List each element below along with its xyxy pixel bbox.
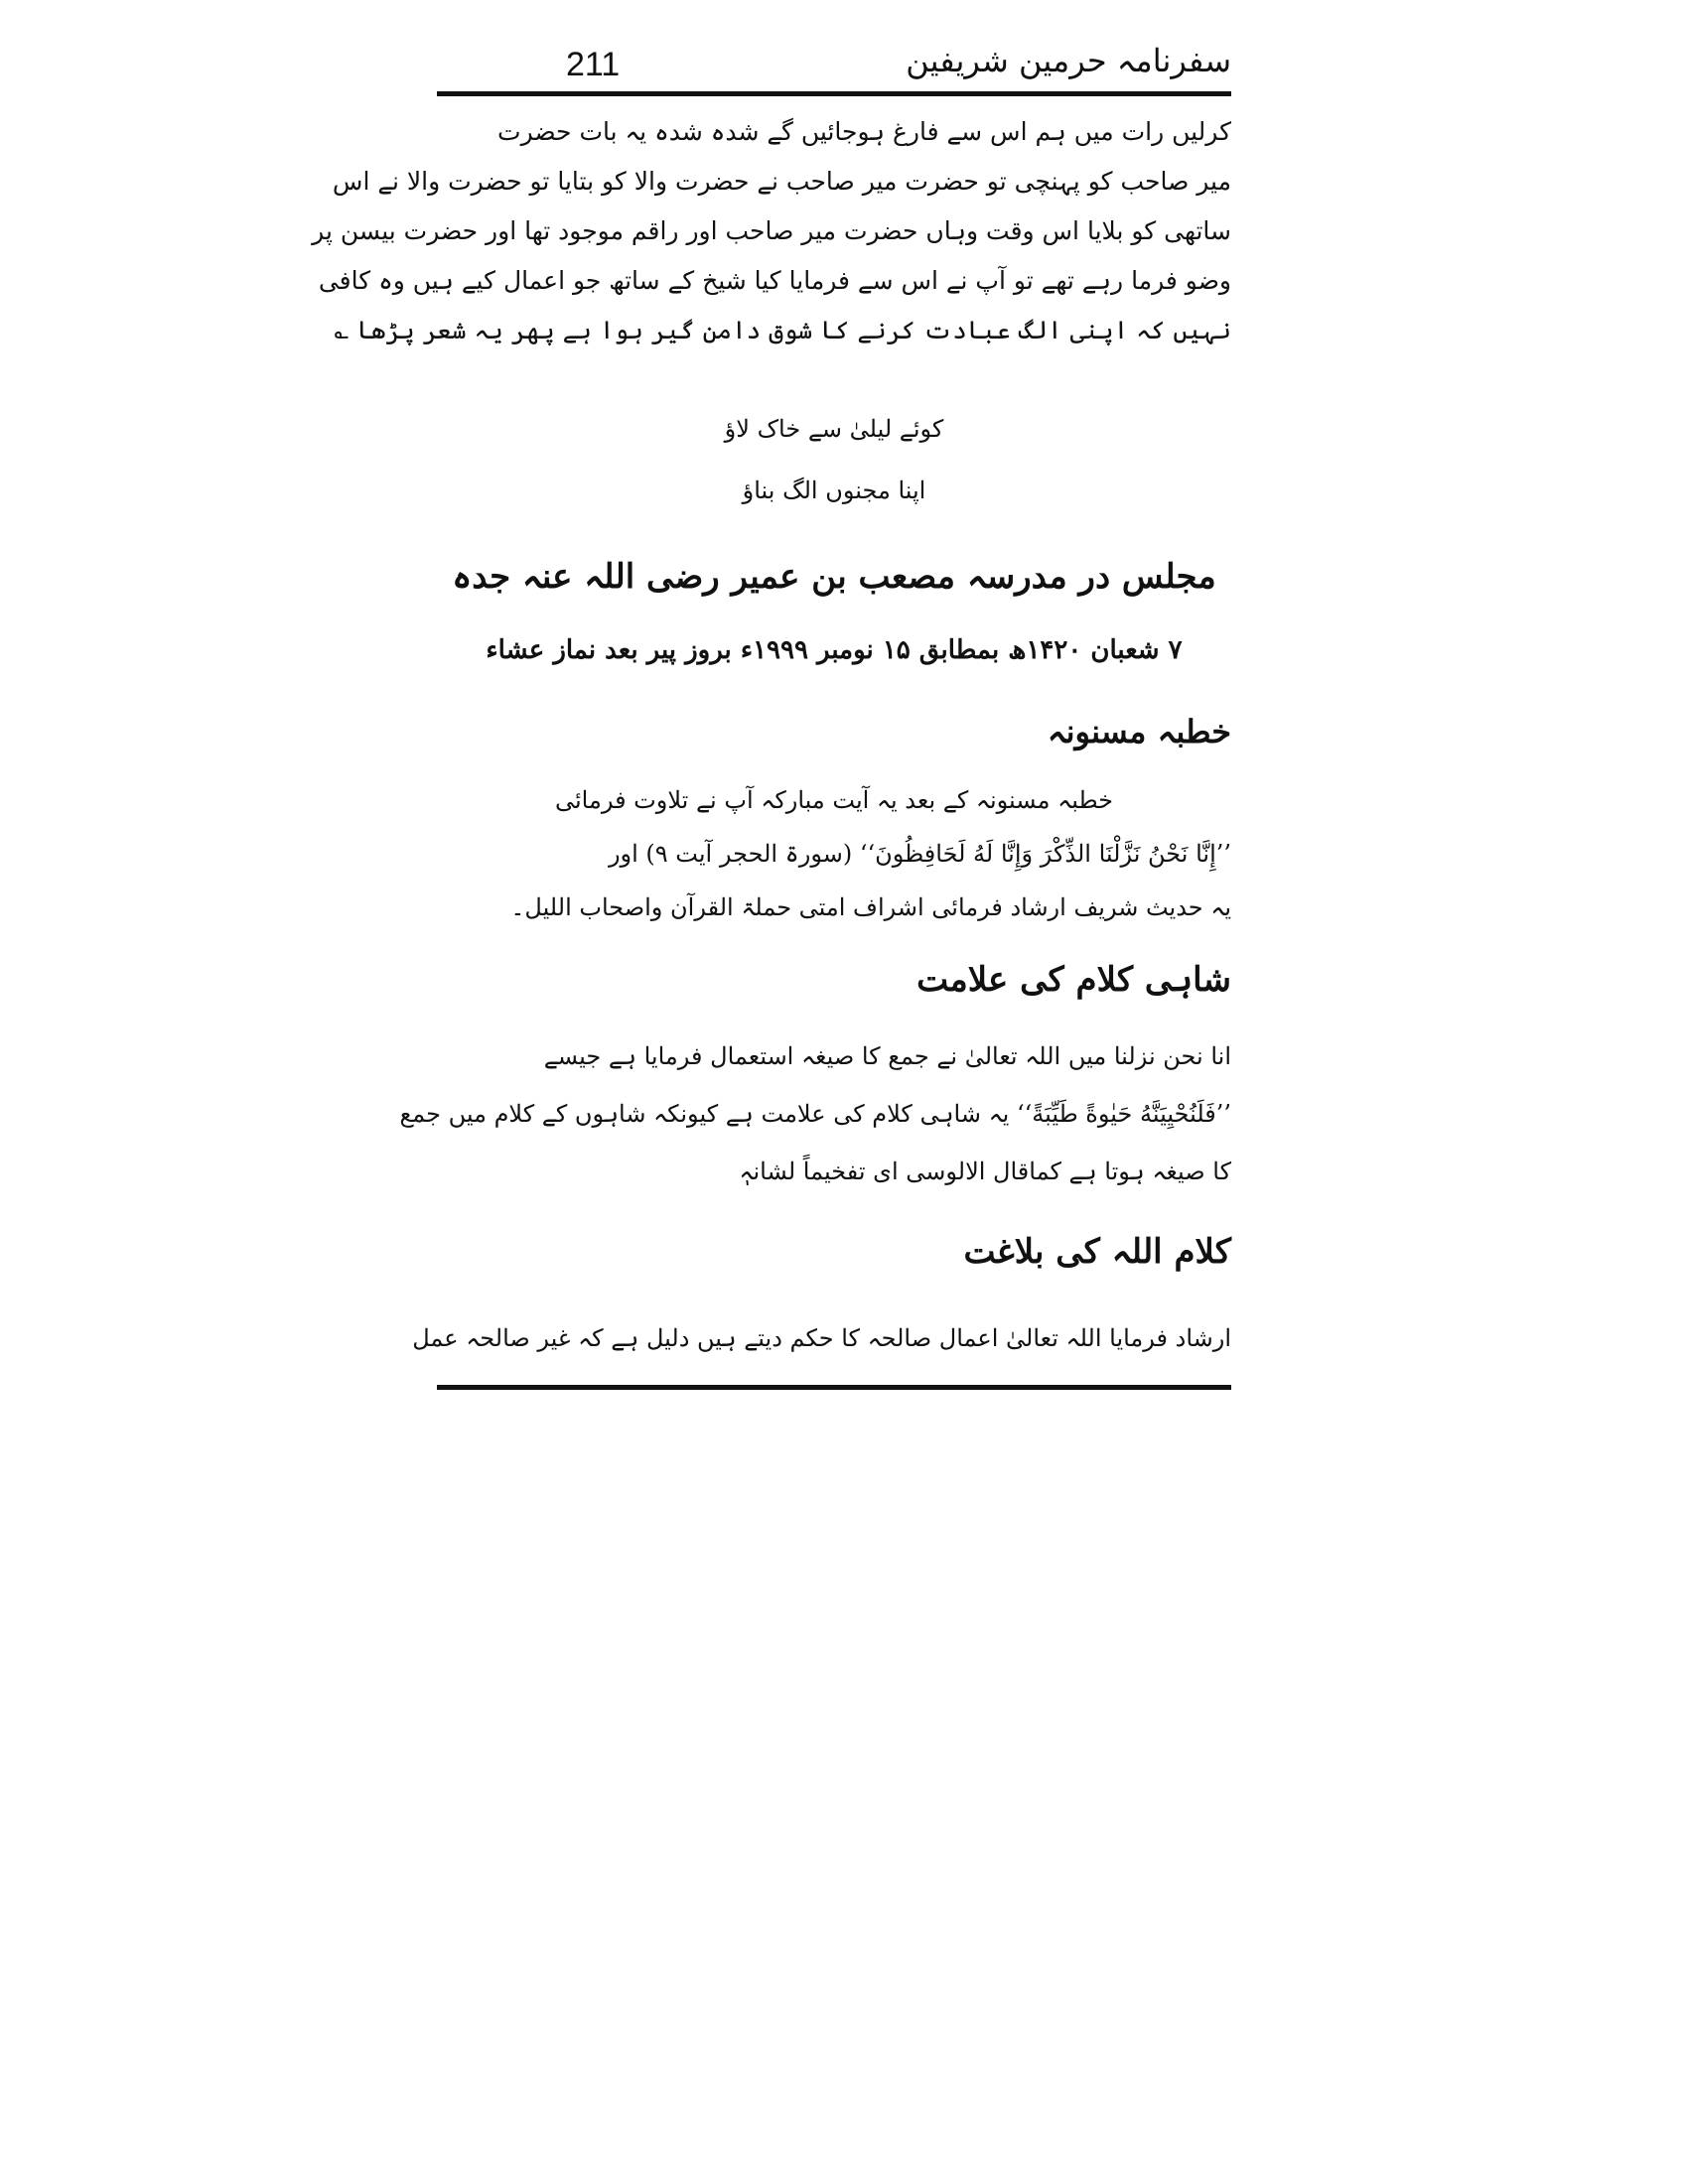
- text-line: وضو فرما رہے تھے تو آپ نے اس سے فرمایا کیا شیخ کے ساتھ جو اعمال کیے ہیں وہ کافی: [318, 266, 1231, 295]
- text-line: ارشاد فرمایا اللہ تعالیٰ اعمال صالحہ کا حکم دیتے ہیں دلیل ہے کہ غیر صالحہ عمل: [412, 1324, 1231, 1352]
- verse-line-1: کوئے لیلیٰ سے خاک لاؤ: [724, 415, 944, 443]
- balaghat-heading: کلام اللہ کی بلاغت: [963, 1232, 1231, 1272]
- text-line: ساتھی کو بلایا اس وقت وہاں حضرت میر صاحب اور راقم موجود تھا اور حضرت بیسن پر: [312, 216, 1231, 245]
- page-number: 211: [566, 46, 621, 83]
- text-line: ’’فَلَنُحْيِيَنَّهُ حَيٰوةً طَيِّبَةً‘‘ یہ شاہی کلام کی علامت ہے کیونکہ شاہوں کے کلام میں جمع: [399, 1100, 1231, 1128]
- text-line: انا نحن نزلنا میں اللہ تعالیٰ نے جمع کا صیغہ استعمال فرمایا ہے جیسے: [543, 1042, 1231, 1070]
- quran-verse-line: ’’إِنَّا نَحْنُ نَزَّلْنَا الذِّكْرَ وَإِنَّا لَهُ لَحَافِظُونَ‘‘ (سورۃ الحجر آیت ۹) اور: [608, 840, 1231, 868]
- verse-line-2: اپنا مجنوں الگ بناؤ: [742, 477, 926, 504]
- khutba-heading: خطبہ مسنونہ: [1047, 713, 1231, 751]
- footer-rule: [437, 1385, 1231, 1390]
- page-header: [437, 40, 1231, 89]
- text-line: کا صیغہ ہوتا ہے کماقال الالوسی ای تفخیماً لشانہٖ: [739, 1158, 1231, 1185]
- majlis-heading: مجلس در مدرسہ مصعب بن عمیر رضی اللہ عنہ جدہ: [452, 557, 1216, 597]
- text-line: کرلیں رات میں ہم اس سے فارغ ہوجائیں گے شدہ شدہ یہ بات حضرت: [497, 117, 1231, 146]
- hadith-line: یہ حدیث شریف ارشاد فرمائی اشراف امتی حملۃ القرآن واصحاب اللیل۔: [510, 893, 1231, 921]
- intro-paragraph: [312, 107, 1231, 355]
- text-line: میر صاحب کو پہنچی تو حضرت میر صاحب نے حضرت والا کو بتایا تو حضرت والا نے اس: [332, 167, 1231, 196]
- text-line: خطبہ مسنونہ کے بعد یہ آیت مبارکہ آپ نے تلاوت فرمائی: [554, 786, 1113, 814]
- text-line: نہیں کہ اپنی الگ عبادت کرنے کا شوق دامن گیر ہوا ہے پھر یہ شعر پڑھا ؎: [334, 316, 1231, 344]
- header-rule: [437, 91, 1231, 96]
- shahi-heading: شاہی کلام کی علامت: [916, 960, 1231, 1000]
- document-page: [312, 0, 1231, 1410]
- date-line: ۷ شعبان ۱۴۲۰ھ بمطابق ۱۵ نومبر ۱۹۹۹ء بروز پیر بعد نماز عشاء: [486, 635, 1183, 665]
- book-title: سفرنامہ حرمین شریفین: [906, 42, 1231, 79]
